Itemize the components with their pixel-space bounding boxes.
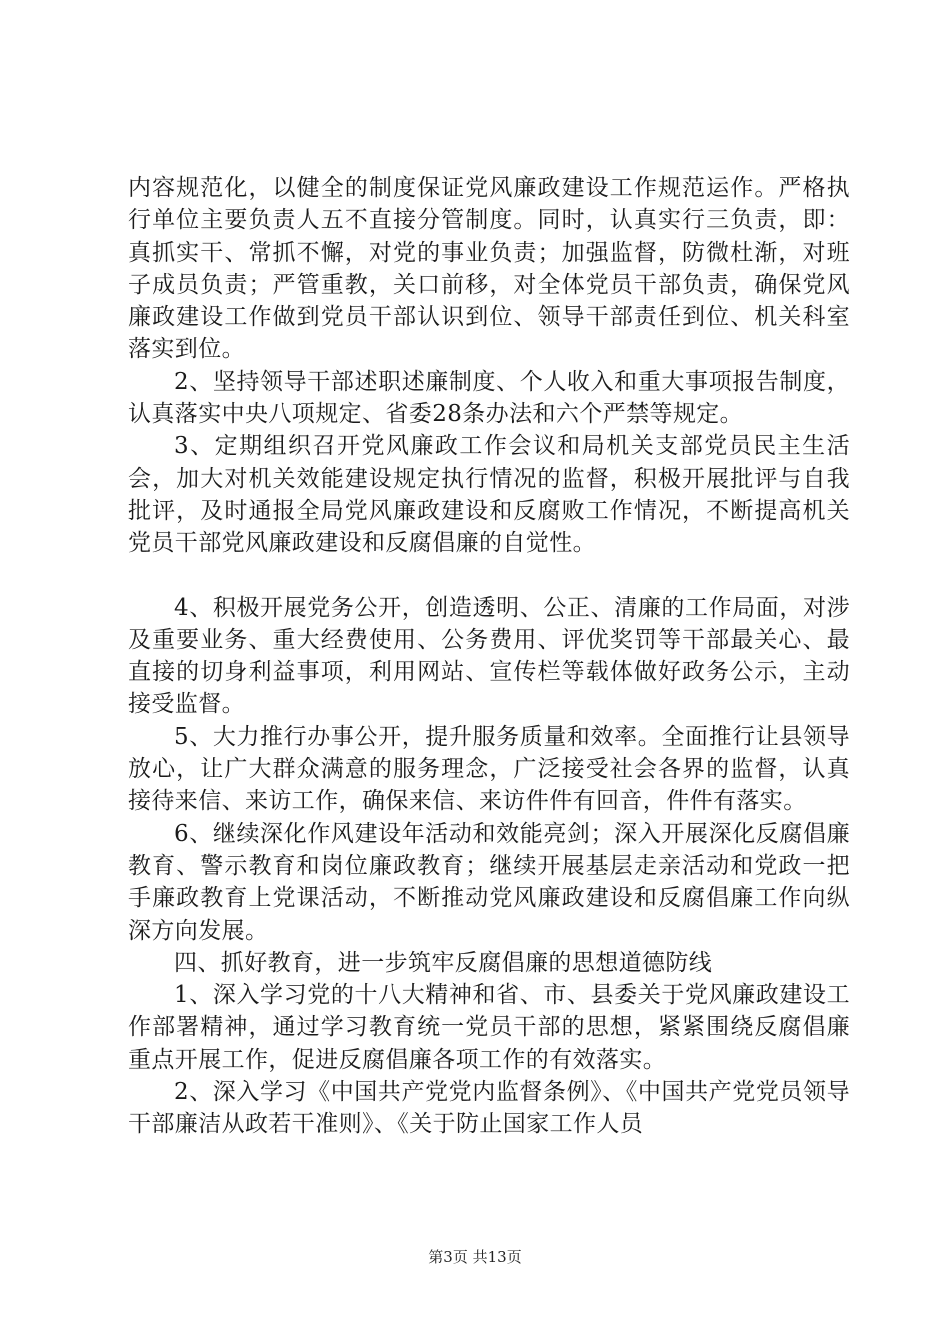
paragraph-4: 4、积极开展党务公开，创造透明、公正、清廉的工作局面，对涉及重要业务、重大经费使用、公务费用、评优奖罚等干部最关心、最直接的切身利益事项，利用网站、宣传栏等载体做好政务公示，主动接受监督。	[128, 594, 850, 718]
paragraph-7: 1、深入学习党的十八大精神和省、市、县委关于党风廉政建设工作部署精神，通过学习教育统一党员干部的思想，紧紧围绕反腐倡廉重点开展工作，促进反腐倡廉各项工作的有效落实。	[128, 982, 850, 1073]
paragraph-2: 2、坚持领导干部述职述廉制度、个人收入和重大事项报告制度，认真落实中央八项规定、省委28条办法和六个严禁等规定。	[128, 368, 850, 428]
paragraph-3: 3、定期组织召开党风廉政工作会议和局机关支部党员民主生活会，加大对机关效能建设规定执行情况的监督，积极开展批评与自我批评，及时通报全局党风廉政建设和反腐败工作情况，不断提高机关党员干部党风廉政建设和反腐倡廉的自觉性。	[128, 433, 850, 557]
page-number-footer: 第3页 共13页	[428, 1248, 522, 1266]
paragraph-1: 内容规范化，以健全的制度保证党风廉政建设工作规范运作。严格执行单位主要负责人五不直接分管制度。同时，认真实行三负责，即：真抓实干、常抓不懈，对党的事业负责；加强监督，防微杜渐，对班子成员负责；严管重教，关口前移，对全体党员干部负责，确保党风廉政建设工作做到党员干部认识到位、领导干部责任到位、机关科室落实到位。	[128, 175, 850, 363]
paragraph-8: 2、深入学习《中国共产党党内监督条例》、《中国共产党党员领导干部廉洁从政若干准则》、《关于防止国家工作人员	[128, 1079, 850, 1138]
document-body	[128, 172, 850, 1141]
paragraph-5: 5、大力推行办事公开，提升服务质量和效率。全面推行让县领导放心，让广大群众满意的服务理念，广泛接受社会各界的监督，认真接待来信、来访工作，确保来信、来访件件有回音，件件有落实。	[128, 723, 850, 815]
paragraph-6: 6、继续深化作风建设年活动和效能亮剑；深入开展深化反腐倡廉教育、警示教育和岗位廉政教育；继续开展基层走亲活动和党政一把手廉政教育上党课活动，不断推动党风廉政建设和反腐倡廉工作向纵深方向发展。	[128, 820, 850, 944]
section-heading: 四、抓好教育，进一步筑牢反腐倡廉的思想道德防线	[174, 949, 713, 976]
